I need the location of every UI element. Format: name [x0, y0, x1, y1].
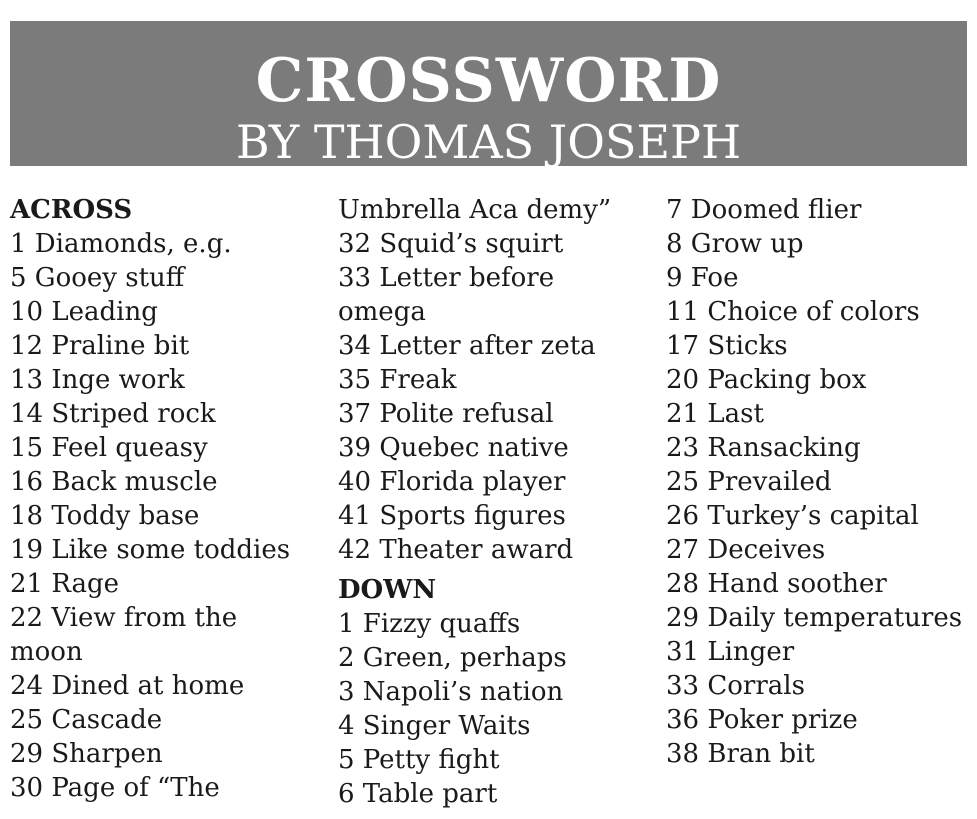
clue-item: 1 Diamonds, e.g. — [10, 229, 232, 259]
clue-column-2 — [338, 193, 656, 811]
clue-item: 21 Rage — [10, 569, 120, 599]
header-banner — [10, 21, 967, 169]
clue-item: 34 Letter after zeta — [338, 331, 596, 361]
clue-item: 5 Gooey stuff — [10, 263, 185, 293]
clue-item: 5 Petty fight — [338, 745, 500, 775]
clue-item: 27 Deceives — [666, 535, 826, 565]
clue-item: 22 View from the — [10, 603, 238, 633]
clue-item: moon — [10, 637, 83, 667]
clue-item: 13 Inge work — [10, 365, 185, 395]
clue-item: 31 Linger — [666, 637, 795, 667]
clue-item: 25 Prevailed — [666, 467, 832, 497]
clue-item: 40 Florida player — [338, 467, 566, 497]
clue-item: 23 Ransacking — [666, 433, 861, 463]
clue-item: 30 Page of “The — [10, 773, 220, 803]
clue-item: 29 Daily temperatures — [666, 603, 963, 633]
down-heading: DOWN — [338, 575, 437, 605]
clue-item: Umbrella Aca demy” — [338, 195, 612, 225]
clue-item: 19 Like some toddies — [10, 535, 291, 565]
clue-item: 28 Hand soother — [666, 569, 887, 599]
clue-column-1 — [10, 193, 328, 805]
clue-item: 33 Corrals — [666, 671, 805, 701]
clue-item: 24 Dined at home — [10, 671, 245, 701]
across-heading: ACROSS — [10, 195, 133, 225]
clue-item: 8 Grow up — [666, 229, 804, 259]
clue-item: 26 Turkey’s capital — [666, 501, 919, 531]
clue-item: 33 Letter before — [338, 263, 555, 293]
clue-item: 16 Back muscle — [10, 467, 218, 497]
clue-item: 42 Theater award — [338, 535, 574, 565]
clue-item: 41 Sports figures — [338, 501, 566, 531]
clue-item: 20 Packing box — [666, 365, 867, 395]
clue-item: 39 Quebec native — [338, 433, 569, 463]
clue-item: 17 Sticks — [666, 331, 788, 361]
clue-item: 32 Squid’s squirt — [338, 229, 564, 259]
clue-item: 29 Sharpen — [10, 739, 163, 769]
clue-item: 18 Toddy base — [10, 501, 200, 531]
clue-item: 12 Praline bit — [10, 331, 190, 361]
clue-item: omega — [338, 297, 426, 327]
clue-item: 3 Napoli’s nation — [338, 677, 564, 707]
clue-item: 1 Fizzy quaffs — [338, 609, 521, 639]
clue-item: 7 Doomed flier — [666, 195, 862, 225]
clue-item: 10 Leading — [10, 297, 158, 327]
clue-item: 2 Green, perhaps — [338, 643, 567, 673]
page-title: CROSSWORD — [255, 46, 722, 116]
clue-item: 36 Poker prize — [666, 705, 858, 735]
clue-item: 38 Bran bit — [666, 739, 815, 769]
clue-item: 4 Singer Waits — [338, 711, 531, 741]
byline: BY THOMAS JOSEPH — [235, 115, 742, 169]
clue-item: 9 Foe — [666, 263, 739, 293]
clue-item: 35 Freak — [338, 365, 457, 395]
clue-column-3 — [666, 193, 971, 771]
clue-item: 25 Cascade — [10, 705, 163, 735]
clue-item: 37 Polite refusal — [338, 399, 554, 429]
clue-item: 6 Table part — [338, 779, 498, 809]
clue-item: 14 Striped rock — [10, 399, 216, 429]
clue-item: 11 Choice of colors — [666, 297, 920, 327]
clue-item: 21 Last — [666, 399, 764, 429]
clue-item: 15 Feel queasy — [10, 433, 208, 463]
